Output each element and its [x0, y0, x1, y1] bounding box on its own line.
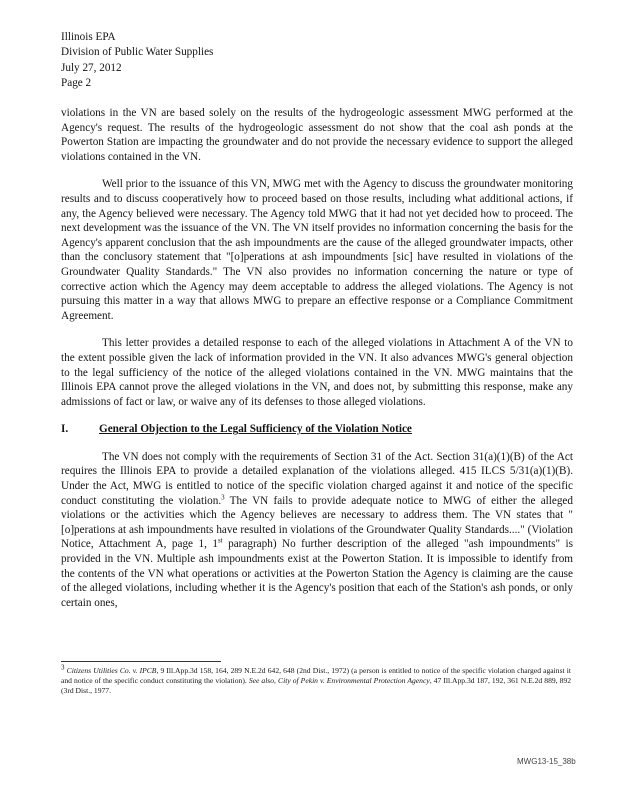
recipient-agency: Illinois EPA — [61, 31, 116, 43]
footnote-see-also: See also, — [248, 676, 276, 686]
footnote-case-citizens: Citizens Utilities Co. v. IPCB — [66, 666, 157, 675]
bates-number: MWG13-15_38b — [517, 757, 576, 766]
section-heading — [61, 422, 573, 437]
footnote-text-1: , 9 Ill.App.3d 158, 164, 289 N.E.2d 642, 648 (2nd Dist., 1972) (a person is entitled to notice of the specific violation charged against it and notice of the specific conduct constituting the violation). — [61, 666, 571, 686]
footnote-reference: 3 — [221, 492, 225, 501]
paragraph-general-objection — [61, 450, 573, 611]
footnote-case-pekin: City of Pekin v. Environmental Protection Agency — [275, 676, 430, 686]
letter-header — [61, 30, 213, 92]
recipient-division: Division of Public Water Supplies — [61, 46, 214, 59]
objection-text-part-1: The VN does not comply with the requirements of Section 31 of the Act. Section 31(a)(1)(B) of the Act requires the Illinois EPA to provide a detailed explanation of the violations alleged. 415 ILCS 5/31(a)(1)(B). Under the Act, MWG is entitled to notice of the specific violation charged against it and notice of the specific conduct constituting the violation. — [61, 450, 573, 507]
footnote — [61, 663, 572, 697]
page-number: Page 2 — [61, 77, 92, 90]
section-number: I. — [61, 423, 69, 436]
section-title: General Objection to the Legal Sufficiency of the Violation Notice — [99, 423, 412, 436]
footnote-text-2: , 47 Ill.App.3d 187, 192, 361 N.E.2d 889, 892 (3rd Dist., 1977. — [61, 676, 572, 696]
letter-date: July 27, 2012 — [61, 61, 122, 74]
paragraph-continuation: violations in the VN are based solely on the results of the hydrogeologic assessment MWG performed at the Agency's request. The results of the hydrogeologic assessment do not show that the coal ash ponds at the Powerton Station are impacting the groundwater and do not provide the necessary evidence to support the alleged violations contained in the VN. — [61, 107, 573, 163]
footnote-mark: 3 — [61, 663, 65, 672]
letter-body — [61, 106, 573, 610]
footnote-divider — [61, 661, 221, 662]
ordinal-superscript: st — [217, 536, 223, 545]
paragraph-prior-meeting: Well prior to the issuance of this VN, MWG met with the Agency to discuss the groundwater monitoring results and to discuss cooperatively how to proceed based on those results, including what additional actions, if any, the Agency believed were necessary. The Agency told MWG that it had not yet decided how to proceed. The next development was the issuance of the VN. The VN itself provides no information concerning the basis for the Agency's apparent conclusion that the ash impoundments are the cause of the alleged groundwater impacts, other than the conclusory statement that "[o]perations at ash impoundments [sic] have resulted in violations of the Groundwater Quality Standards." The VN also provides no information concerning the nature or type of corrective action which the Agency may deem acceptable to address the alleged violations. The Agency is not pursuing this matter in a way that allows MWG to prepare an effective response or a Compliance Commitment Agreement. — [61, 178, 573, 322]
paragraph-response-overview: This letter provides a detailed response to each of the alleged violations in Attachment A of the VN to the extent possible given the lack of information provided in the VN. It also advances MWG's general objection to the legal sufficiency of the notice of the alleged violations contained in the VN. MWG maintains that the Illinois EPA cannot prove the alleged violations in the VN, and does not, by submitting this response, make any admissions of fact or law, or waive any of its defenses to those alleged violations. — [61, 337, 573, 408]
objection-text-part-3: paragraph) No further description of the alleged "ash impoundments" is provided in the VN. Multiple ash impoundments exist at the Powerton Station. It is impossible to identify from the contents of the VN what operations or activities at the Powerton Station the Agency is claiming are the cause of the alleged violations, including whether it is the Agency's position that each of the Station's ash ponds, or only certain ones, — [61, 538, 573, 609]
objection-text-part-2: The VN fails to provide adequate notice to MWG of either the alleged violations or the activities which the Agency believes are necessary to address them. The VN states that "[o]perations at ash impoundments have resulted in violations of the Groundwater Quality Standards...." (Violation Notice, Attachment A, page 1, 1 — [61, 494, 573, 551]
